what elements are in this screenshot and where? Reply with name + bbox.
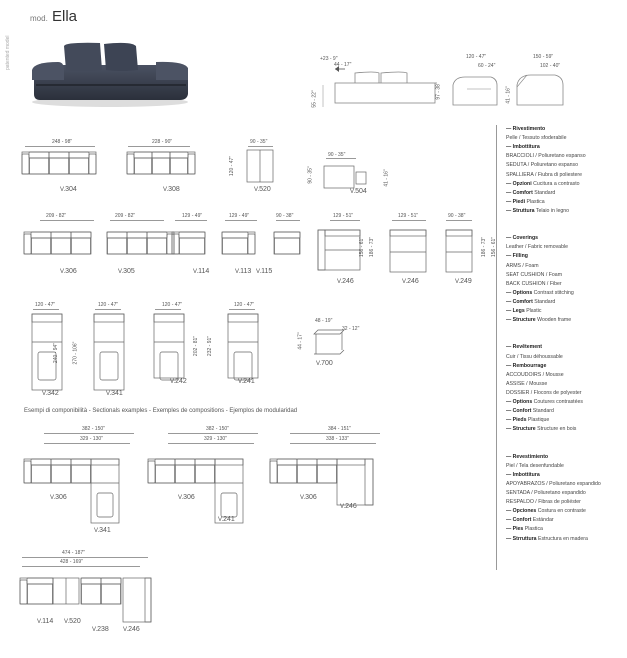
module-dim: 248 - 98": [52, 139, 73, 145]
spec-line: [506, 252, 528, 261]
module-code: [455, 278, 472, 285]
spec-heading: — Revestimiento: [506, 453, 549, 460]
code-number: 113: [240, 268, 252, 275]
spec-text: SENTADA / Poliuretano expandido: [506, 490, 586, 496]
code-prefix: V.: [94, 528, 100, 534]
spec-line: [506, 243, 568, 252]
module-dim: 120 - 47": [162, 302, 183, 308]
code-prefix: V.: [178, 495, 184, 501]
dimension-line: [22, 566, 140, 567]
module-code: [92, 626, 109, 633]
module-520-drawing: [245, 148, 277, 186]
dimension-line: [44, 433, 134, 434]
spec-line: [506, 189, 555, 198]
module-code: [37, 618, 53, 625]
code-number: 246: [345, 503, 357, 510]
spec-line: [506, 425, 576, 434]
spec-line: [506, 371, 564, 380]
dimension-line: [446, 220, 472, 221]
code-number: 341: [99, 527, 111, 534]
spec-line: [506, 380, 547, 389]
code-number: 504: [355, 188, 367, 195]
spec-text: DOSSIER / Flocons de polyester: [506, 389, 582, 396]
spec-line: [506, 343, 542, 352]
code-number: 246: [407, 278, 419, 285]
example-dim: 329 - 130": [80, 436, 103, 442]
code-number: 249: [460, 278, 472, 285]
code-number: 305: [123, 268, 135, 275]
code-prefix: V.: [350, 189, 356, 195]
spec-text: ACCOUDOIRS / Mousse: [506, 371, 564, 378]
example-dim: 474 - 187": [62, 550, 85, 556]
code-prefix: V.: [235, 269, 241, 275]
module-dim-v: 240 - 94": [53, 342, 60, 364]
module-code: [256, 268, 272, 275]
spec-line: [506, 489, 586, 498]
spec-line: [506, 353, 563, 362]
example-dim: 384 - 151": [328, 426, 351, 432]
spec-line: [506, 271, 562, 280]
module-code: [218, 516, 235, 523]
code-prefix: V.: [193, 269, 199, 275]
spec-line: [506, 362, 546, 371]
module-305-drawing: [105, 222, 175, 264]
code-number: 241: [223, 516, 235, 523]
module-dim: 90 - 38": [276, 213, 294, 219]
module-code: [402, 278, 419, 285]
spec-text: Costura en contraste: [536, 508, 586, 515]
code-number: 306: [55, 494, 67, 501]
code-number: 520: [259, 186, 271, 193]
dimension-line: [33, 309, 59, 310]
module-dim: 90 - 35": [328, 152, 346, 158]
spec-line: [506, 535, 588, 544]
code-prefix: V.: [170, 379, 176, 385]
spec-text: Cucitura a contrasto: [531, 180, 580, 187]
spec-line: [506, 289, 574, 298]
example-3-drawing: [268, 455, 398, 545]
module-dim-v: 156 - 61": [359, 236, 366, 258]
spec-line: [506, 471, 540, 480]
spec-text: SEAT CUSHION / Foam: [506, 271, 563, 278]
spec-text: RESPALDO / Fibras de poliéster: [506, 499, 581, 506]
spec-text: Standard: [531, 408, 554, 415]
dimension-line: [330, 220, 360, 221]
module-code: [64, 618, 81, 625]
code-prefix: V.: [163, 187, 169, 193]
module-code: [193, 268, 209, 275]
code-number: 306: [305, 494, 317, 501]
module-code: [235, 268, 251, 275]
dimension-line: [128, 146, 190, 147]
code-number: 306: [183, 494, 195, 501]
module-dim: 120 - 47": [35, 302, 56, 308]
spec-text: ARMS / Foam: [506, 262, 539, 269]
spec-divider: [496, 125, 497, 570]
spec-line: [506, 398, 583, 407]
spec-heading: — Pies: [506, 526, 524, 533]
dimension-line: [225, 220, 257, 221]
dimension-line: [168, 443, 254, 444]
spec-text: Telaio in legno: [534, 207, 570, 214]
spec-text: Plastica: [523, 526, 543, 533]
code-number: 246: [128, 626, 140, 633]
module-306-drawing: [22, 222, 92, 264]
spec-heading: — Structure: [506, 317, 536, 324]
sofa-photo: [30, 40, 190, 110]
spec-heading: — Opciones: [506, 508, 537, 515]
module-code: [316, 360, 333, 367]
module-700-drawing: [310, 328, 350, 358]
spec-text: Structure en bois: [535, 426, 577, 433]
spec-heading: — Piedi: [506, 198, 526, 205]
code-number: 115: [261, 268, 273, 275]
module-dim: 120 - 47": [98, 302, 119, 308]
spec-text: Pelle / Tessuto sfoderabile: [506, 135, 567, 142]
spec-heading: — Rembourrage: [506, 362, 547, 369]
spec-text: Wooden frame: [535, 317, 572, 324]
dim-f: 60 - 24": [478, 63, 496, 69]
dim-i: 41 - 16": [505, 86, 512, 104]
code-number: 700: [321, 360, 333, 367]
spec-text: Estándar: [531, 517, 554, 524]
module-dim: 129 - 51": [333, 213, 354, 219]
spec-line: [506, 507, 586, 516]
code-number: 520: [69, 618, 81, 625]
code-number: 306: [65, 268, 77, 275]
module-dim-v: 186 - 73": [481, 236, 488, 258]
module-dim: 209 - 82": [115, 213, 136, 219]
module-code: [60, 186, 77, 193]
module-code: [50, 494, 67, 501]
spec-heading: — Confort: [506, 517, 532, 524]
spec-heading: — Struttura: [506, 207, 535, 214]
code-prefix: V.: [340, 504, 346, 510]
code-prefix: V.: [316, 361, 322, 367]
code-number: 246: [342, 278, 354, 285]
code-prefix: V.: [337, 279, 343, 285]
spec-line: [506, 525, 543, 534]
dim-h: 102 - 40": [540, 63, 561, 69]
module-dim: 90 - 38": [448, 213, 466, 219]
spec-line: [506, 298, 555, 307]
module-code: [170, 378, 187, 385]
code-number: 341: [111, 390, 123, 397]
module-code: [340, 503, 357, 510]
module-dim-v: 270 - 106": [72, 341, 79, 365]
spec-heading: — Imbottitura: [506, 144, 540, 151]
spec-heading: — Coverings: [506, 235, 538, 242]
example-dim: 382 - 150": [206, 426, 229, 432]
spec-line: [506, 152, 586, 161]
dim-e: 120 - 47": [466, 54, 487, 60]
spec-text: Estructura en madera: [536, 535, 588, 542]
dimension-line: [248, 146, 273, 147]
spec-line: [506, 389, 582, 398]
module-304-drawing: [20, 140, 98, 190]
module-code: [94, 527, 111, 534]
code-number: 308: [168, 186, 180, 193]
spec-heading: — Confort: [506, 408, 532, 415]
module-dim: 48 - 19": [315, 318, 333, 324]
spec-heading: — Legs: [506, 308, 525, 314]
module-dim-v: 41 - 16": [383, 169, 390, 187]
code-prefix: V.: [37, 619, 43, 625]
dimension-line: [40, 220, 94, 221]
module-code: [238, 378, 255, 385]
spec-line: [506, 180, 580, 189]
spec-heading: — Rivestimento: [506, 126, 546, 132]
module-dim: 90 - 35": [250, 139, 268, 145]
spec-line: [506, 161, 578, 170]
spec-line: [506, 280, 562, 289]
spec-text: Standard: [532, 298, 556, 305]
spec-heading: — Strruttura: [506, 535, 537, 542]
code-prefix: V.: [92, 627, 98, 633]
code-prefix: V.: [218, 517, 224, 523]
spec-line: [506, 453, 548, 462]
module-dim: 129 - 49": [182, 213, 203, 219]
spec-text: Plastica: [525, 198, 545, 205]
spec-text: APOYABRAZOS / Poliuretano expandido: [506, 480, 601, 487]
module-341-drawing: [92, 312, 128, 394]
dimension-line: [110, 220, 164, 221]
spec-line: [506, 516, 554, 525]
module-dim: 120 - 47": [234, 302, 255, 308]
module-code: [42, 390, 59, 397]
spec-heading: — Options: [506, 399, 533, 405]
module-code: [106, 390, 123, 397]
code-prefix: V.: [118, 269, 124, 275]
spec-line: [506, 234, 538, 243]
module-dim-v: 90 - 35": [307, 166, 314, 184]
module-code: [254, 186, 271, 193]
code-number: 238: [97, 626, 109, 633]
code-number: 114: [198, 268, 210, 275]
dimension-line: [326, 158, 356, 159]
dimension-line: [22, 557, 148, 558]
module-114-drawing: [170, 222, 215, 264]
dimension-line: [276, 220, 300, 221]
spec-line: [506, 207, 569, 216]
spec-heading: — Opzioni: [506, 180, 532, 187]
module-242-drawing: [152, 312, 188, 382]
spec-text: Contrast stitching: [532, 289, 574, 296]
spec-line: [506, 262, 539, 271]
code-prefix: V.: [106, 391, 112, 397]
dimension-line: [155, 309, 181, 310]
dimension-line: [290, 443, 376, 444]
dim-b: 44 - 17": [334, 62, 352, 68]
spec-heading: — Options: [506, 289, 533, 296]
spec-text: Plastic: [524, 308, 542, 314]
module-dim-v: 156 - 61": [491, 236, 498, 258]
module-308-drawing: [125, 140, 203, 190]
module-dim: 32 - 12": [342, 326, 360, 332]
code-prefix: V.: [64, 619, 70, 625]
dimension-line: [44, 443, 130, 444]
example-dim: 329 - 130": [204, 436, 227, 442]
code-prefix: V.: [123, 627, 129, 633]
spec-line: [506, 498, 581, 507]
dimension-line: [290, 433, 380, 434]
spec-line: [506, 125, 545, 134]
code-number: 242: [175, 378, 187, 385]
code-number: 304: [65, 186, 77, 193]
spec-text: Standard: [532, 189, 556, 196]
module-code: [163, 186, 180, 193]
spec-heading: — Comfort: [506, 189, 533, 196]
code-prefix: V.: [60, 187, 66, 193]
module-241-drawing: [226, 312, 262, 382]
dim-g: 150 - 59": [533, 54, 554, 60]
module-dim-v: 232 - 91": [207, 335, 214, 357]
model-name: Ella: [52, 8, 78, 25]
module-dim: 129 - 49": [229, 213, 250, 219]
code-prefix: V.: [300, 495, 306, 501]
spec-text: BACK CUSHION / Fiber: [506, 280, 562, 287]
code-prefix: V.: [50, 495, 56, 501]
spec-line: [506, 307, 541, 316]
module-code: [60, 268, 77, 275]
section-title: Esempi di componibilità - Sectionals examples - Exemples de compositions - Ejemplos de modularidad: [24, 408, 298, 414]
spec-line: [506, 143, 540, 152]
spec-heading: — Pieds: [506, 417, 527, 424]
spec-heading: — Revêtement: [506, 344, 543, 351]
spec-heading: — Comfort: [506, 298, 533, 305]
spec-text: Coutures contrastées: [532, 399, 583, 405]
code-prefix: V.: [60, 269, 66, 275]
spec-line: [506, 416, 549, 425]
code-number: 241: [243, 378, 255, 385]
dimension-line: [392, 220, 426, 221]
dim-a: +23 - 9": [320, 56, 338, 62]
example-dim: 428 - 169": [60, 559, 83, 565]
dimension-line: [175, 220, 207, 221]
spec-line: [506, 316, 571, 325]
module-dim-v: 44 - 17": [297, 332, 304, 350]
spec-text: SPALLIERA / Fiubra di poliestere: [506, 171, 583, 178]
spec-text: SEDUTA / Poliuretano espanso: [506, 162, 578, 169]
code-prefix: V.: [254, 187, 260, 193]
example-dim: 382 - 150": [82, 426, 105, 432]
dim-c: 55 - 22": [311, 90, 318, 108]
spec-heading: — Imbottitura: [506, 471, 540, 478]
dimension-line: [229, 309, 255, 310]
module-dim-v: 186 - 73": [369, 236, 376, 258]
spec-line: [506, 198, 545, 207]
spec-line: [506, 462, 564, 471]
module-dim: 129 - 51": [398, 213, 419, 219]
module-code: [350, 188, 367, 195]
module-246b-drawing: [388, 222, 430, 274]
spec-text: BRACCIOLI / Poliuretano espanso: [506, 153, 586, 160]
spec-text: Plastique: [526, 417, 550, 424]
code-prefix: V.: [238, 379, 244, 385]
module-249-drawing: [444, 222, 476, 274]
spec-heading: — Filling: [506, 253, 528, 260]
module-code: [337, 278, 354, 285]
spec-line: [506, 171, 582, 180]
code-prefix: V.: [256, 269, 262, 275]
example-2-drawing: [146, 455, 276, 545]
module-dim: 228 - 90": [152, 139, 173, 145]
spec-text: Leather / Fabric removable: [506, 244, 568, 251]
module-dim-v: 120 - 47": [229, 155, 236, 177]
module-dim-v: 202 - 81": [193, 335, 200, 357]
dim-d: 97 - 38": [435, 82, 442, 100]
spec-line: [506, 480, 601, 489]
dimension-line: [25, 146, 95, 147]
code-prefix: V.: [402, 279, 408, 285]
side-note: patented model: [5, 35, 11, 70]
mod-label: mod.: [30, 14, 48, 23]
example-1-drawing: [22, 455, 152, 545]
module-dim: 209 - 82": [46, 213, 67, 219]
dimension-line: [95, 309, 121, 310]
example-dim: 338 - 133": [326, 436, 349, 442]
spec-line: [506, 134, 566, 143]
spec-heading: — Structure: [506, 426, 536, 433]
spec-text: ASSISE / Mousse: [506, 380, 548, 387]
spec-text: Piel / Tela desenfundable: [506, 462, 564, 469]
module-code: [300, 494, 317, 501]
code-prefix: V.: [455, 279, 461, 285]
module-code: [123, 626, 140, 633]
module-code: [118, 268, 135, 275]
code-number: 114: [42, 618, 54, 625]
spec-line: [506, 407, 554, 416]
dimension-line: [168, 433, 258, 434]
module-code: [178, 494, 195, 501]
module-342-drawing: [30, 312, 66, 394]
module-113-drawing: [220, 222, 265, 264]
module-246-drawing: [316, 222, 364, 272]
code-prefix: V.: [42, 391, 48, 397]
module-115-drawing: [272, 222, 304, 264]
spec-text: Cuir / Tissu déhoussable: [506, 353, 563, 360]
code-number: 342: [47, 390, 59, 397]
